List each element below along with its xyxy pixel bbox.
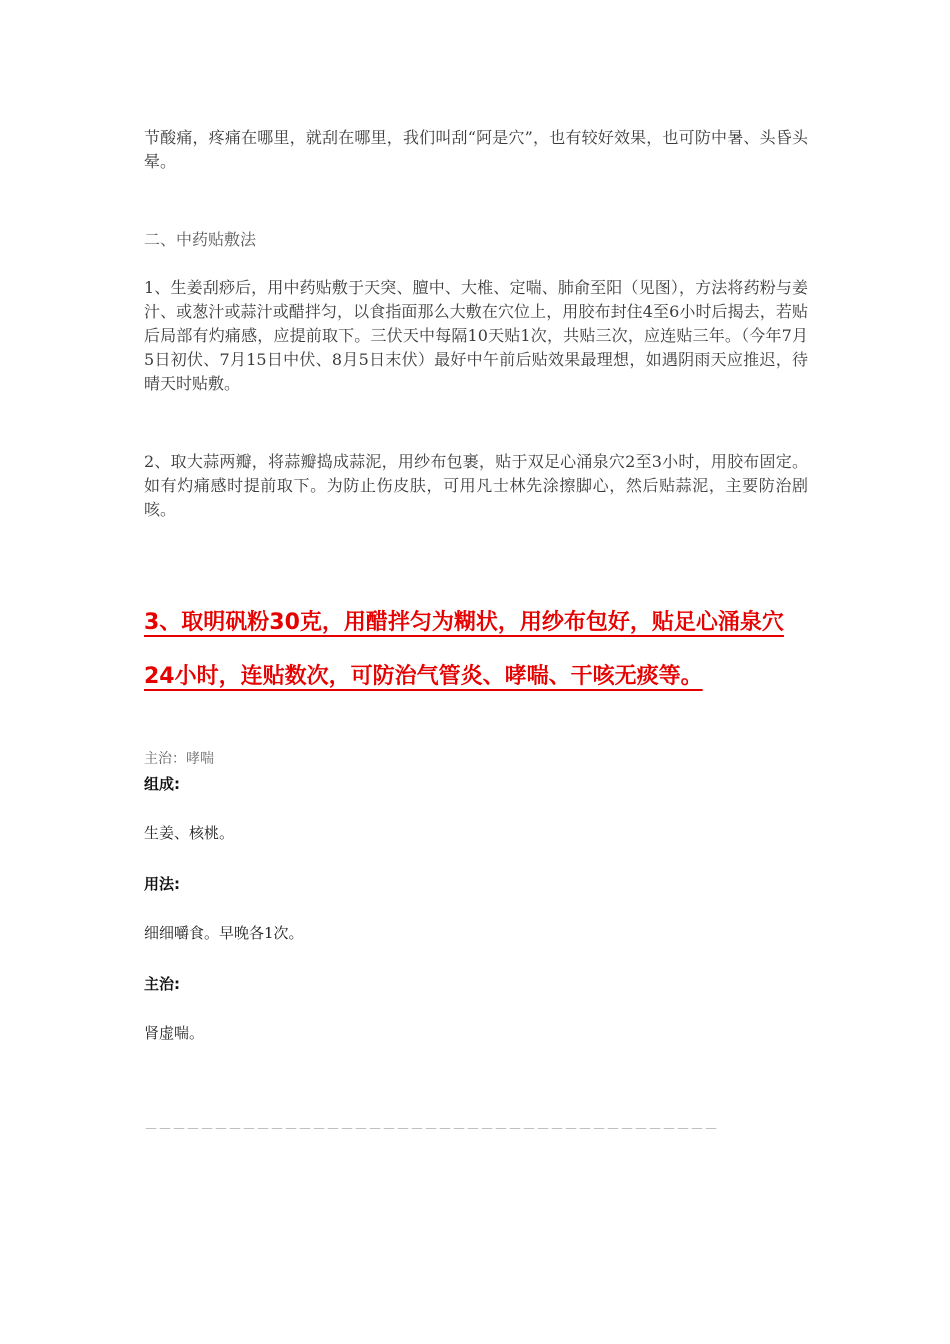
document-page: [144, 0, 808, 1344]
dashed-divider: －－－－－－－－－－－－－－－－－－－－－－－－－－－－－－－－－－－－－－－－－: [144, 1125, 718, 1135]
recipe-indication-top: 主治：哮喘: [144, 751, 214, 767]
highlight-text: 3、取明矾粉30克，用醋拌匀为糊状，用纱布包好，贴足心涌泉穴24小时，连贴数次，可防治气管炎、哮喘、干咳无痰等。: [144, 610, 784, 689]
highlight-paragraph-3: [144, 596, 808, 704]
section-heading: 二、中药贴敷法: [144, 230, 257, 249]
paragraph-1: 1、生姜刮痧后，用中药贴敷于天突、膻中、大椎、定喘、肺俞至阳（见图），方法将药粉与姜汁、或葱汁或蒜汁或醋拌匀，以食指面那么大敷在穴位上，用胶布封住4至6小时后揭去，若贴后局部有灼痛感，应提前取下。三伏天中每隔10天贴1次，共贴三次，应连贴三年。（今年7月5日初伏、7月15日中伏、8月5日末伏）最好中午前后贴效果最理想，如遇阴雨天应推迟，待晴天时贴敷。: [144, 278, 808, 393]
label-usage: 用法:: [144, 875, 180, 893]
intro-paragraph: 节酸痛，疼痛在哪里，就刮在哪里，我们叫刮“阿是穴”，也有较好效果，也可防中暑、头昏头晕。: [144, 128, 808, 171]
usage-text: 细细嚼食。早晚各1次。: [144, 924, 304, 942]
composition-text: 生姜、核桃。: [144, 824, 235, 842]
paragraph-2: 2、取大蒜两瓣，将蒜瓣捣成蒜泥，用纱布包裹，贴于双足心涌泉穴2至3小时，用胶布固定。如有灼痛感时提前取下。为防止伤皮肤，可用凡士林先涂擦脚心，然后贴蒜泥，主要防治剧咳。: [144, 452, 808, 519]
label-composition: 组成:: [144, 775, 180, 793]
indication-text: 肾虚喘。: [144, 1024, 205, 1042]
label-indication: 主治:: [144, 975, 180, 993]
